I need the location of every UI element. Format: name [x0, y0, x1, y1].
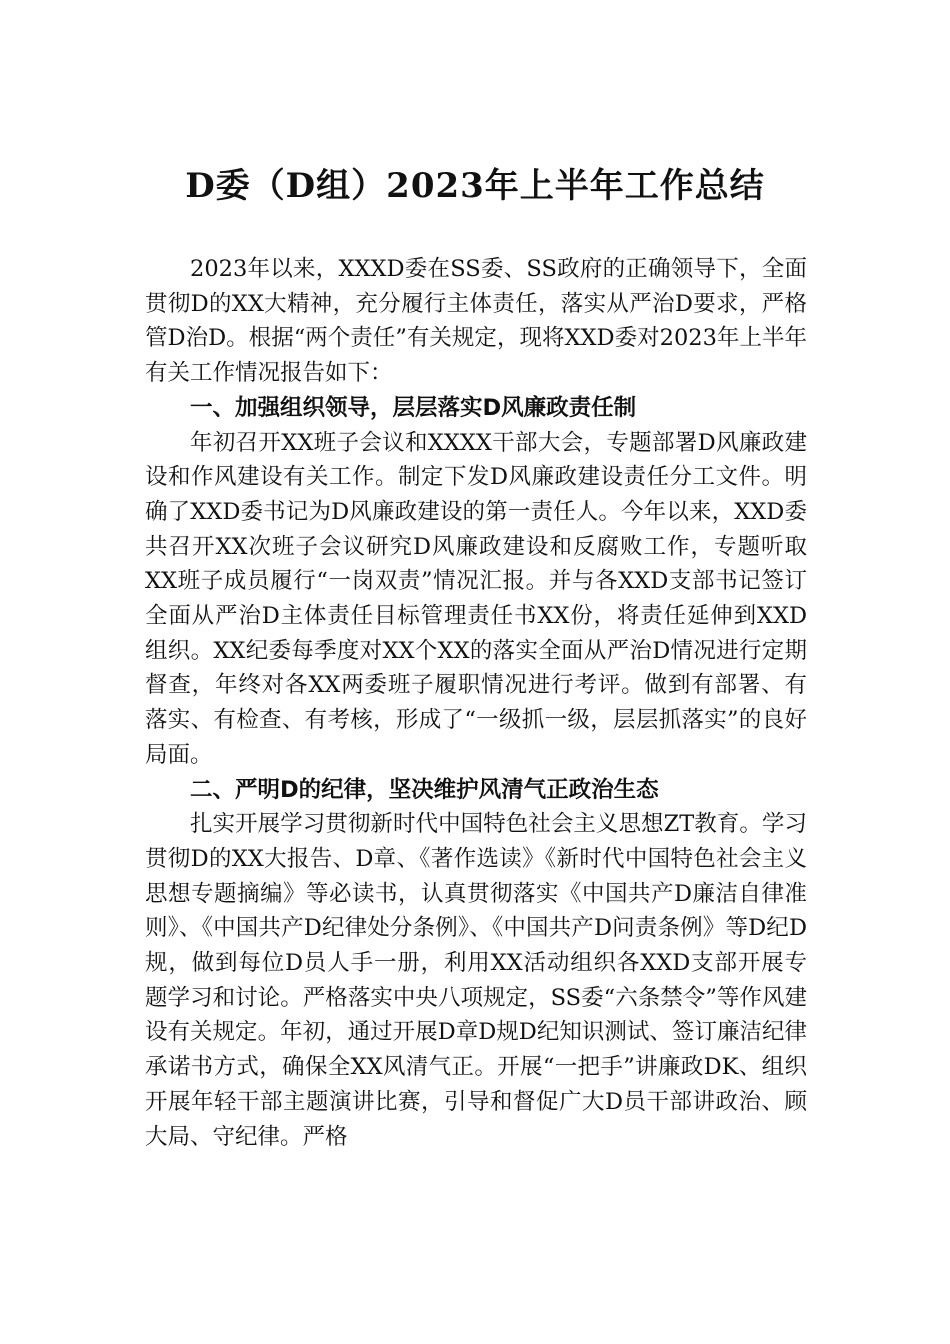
section-1-paragraph: 年初召开XX班子会议和XXXX干部大会，专题部署D风廉政建设和作风建设有关工作。制定下发D风廉政建设责任分工文件。明确了XXD委书记为D风廉政建设的第一责任人。今年以来，XXD委共召开XX次班子会议研究D风廉政建设和反腐败工作，专题听取XX班子成员履行“一岗双责”情况汇报。并与各XXD支部书记签订全面从严治D主体责任目标管理责任书XX份，将责任延伸到XXD组织。XX纪委每季度对XX个XX的落实全面从严治D情况进行定期督查，年终对各XX两委班子履职情况进行考评。做到有部署、有落实、有检查、有考核，形成了“一级抓一级，层层抓落实”的良好局面。 — [145, 429, 807, 768]
section-2-paragraph: 扎实开展学习贯彻新时代中国特色社会主义思想ZT教育。学习贯彻D的XX大报告、D章、《著作选读》《新时代中国特色社会主义思想专题摘编》等必读书，认真贯彻落实《中国共产D廉洁自律准则》、《中国共产D纪律处分条例》、《中国共产D问责条例》等D纪D规，做到每位D员人手一册，利用XX活动组织各XXD支部开展专题学习和讨论。严格落实中央八项规定，SS委“六条禁令”等作风建设有关规定。年初，通过开展D章D规D纪知识测试、签订廉洁纪律承诺书方式，确保全XX风清气正。开展“一把手”讲廉政DK、组织开展年轻干部主题演讲比赛，引导和督促广大D员干部讲政治、顾大局、守纪律。严格 — [145, 811, 807, 1150]
document-body — [145, 252, 807, 1154]
section-heading-1: 一、加强组织领导，层层落实D风廉政责任制 — [190, 394, 637, 421]
document-title: D委（D组）2023年上半年工作总结 — [185, 166, 765, 206]
intro-paragraph: 2023年以来，XXXD委在SS委、SS政府的正确领导下，全面贯彻D的XX大精神，充分履行主体责任，落实从严治D要求，严格管D治D。根据“两个责任”有关规定，现将XXD委对2023年上半年有关工作情况报告如下： — [145, 256, 807, 387]
section-heading-2: 二、严明D的纪律，坚决维护风清气正政治生态 — [190, 776, 659, 803]
